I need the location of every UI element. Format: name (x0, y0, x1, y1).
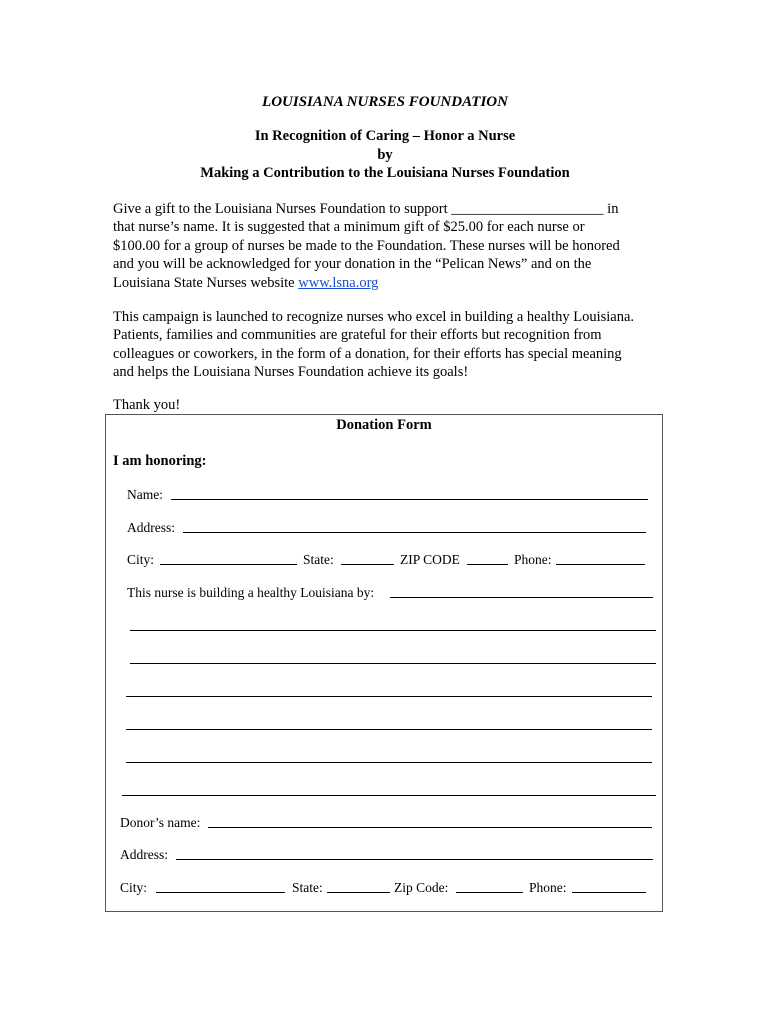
intro-line-last (113, 274, 673, 292)
nurse-building-field[interactable] (390, 597, 653, 598)
document-title: LOUISIANA NURSES FOUNDATION (262, 94, 508, 110)
donor-zip-label: Zip Code: (394, 880, 449, 895)
campaign-line: and helps the Louisiana Nurses Foundation achieve its goals! (113, 364, 469, 381)
campaign-paragraph (113, 308, 673, 382)
lsna-website-link[interactable]: www.lsna.org (298, 274, 379, 291)
nurse-building-line[interactable] (122, 795, 656, 796)
nurse-name-field[interactable] (171, 499, 648, 500)
nurse-phone-label: Phone: (514, 552, 552, 567)
nurse-building-line[interactable] (126, 696, 652, 697)
intro-line: that nurse’s name. It is suggested that a minimum gift of $25.00 for each nurse or (113, 219, 585, 236)
donor-zip-field[interactable] (456, 892, 523, 893)
nurse-building-line[interactable] (130, 630, 656, 631)
intro-paragraph (113, 200, 673, 292)
donor-phone-field[interactable] (572, 892, 646, 893)
nurse-address-label: Address: (127, 520, 175, 535)
intro-line-text: Louisiana State Nurses website (113, 274, 299, 291)
nurse-building-line[interactable] (126, 762, 652, 763)
donor-name-field[interactable] (208, 827, 652, 828)
subtitle-line-2: by (377, 147, 393, 163)
intro-line: $100.00 for a group of nurses be made to the Foundation. These nurses will be honored (113, 237, 620, 254)
nurse-building-line[interactable] (130, 663, 656, 664)
nurse-city-label: City: (127, 552, 155, 567)
nurse-phone-field[interactable] (556, 564, 645, 565)
nurse-zip-field[interactable] (467, 564, 508, 565)
nurse-zip-label: ZIP CODE (400, 552, 460, 567)
nurse-state-label: State: (303, 552, 334, 567)
subtitle-line-3: Making a Contribution to the Louisiana Nurses Foundation (200, 165, 570, 181)
donor-city-label: City: (120, 880, 148, 895)
donor-state-label: State: (292, 880, 323, 895)
donor-name-label: Donor’s name: (120, 815, 201, 830)
thank-you-text: Thank you! (113, 397, 181, 413)
nurse-building-line[interactable] (126, 729, 652, 730)
subtitle-line-1: In Recognition of Caring – Honor a Nurse (254, 128, 516, 144)
donor-address-field[interactable] (176, 859, 653, 860)
intro-line: and you will be acknowledged for your donation in the “Pelican News” and on the (113, 256, 592, 273)
donor-phone-label: Phone: (529, 880, 567, 895)
campaign-line: Patients, families and communities are grateful for their efforts but recognition from (113, 327, 602, 344)
nurse-name-label: Name: (127, 487, 163, 502)
donation-form-title: Donation Form (336, 417, 432, 433)
donor-state-field[interactable] (327, 892, 390, 893)
donor-city-field[interactable] (156, 892, 285, 893)
nurse-address-field[interactable] (183, 532, 646, 533)
intro-line: Give a gift to the Louisiana Nurses Foundation to support _____________________ in (113, 201, 619, 217)
campaign-line: colleagues or coworkers, in the form of a donation, for their efforts has special meaning (113, 345, 622, 362)
nurse-city-field[interactable] (160, 564, 297, 565)
campaign-line: This campaign is launched to recognize nurses who excel in building a healthy Louisiana. (113, 309, 635, 325)
donor-address-label: Address: (120, 847, 168, 862)
honoring-heading: I am honoring: (113, 453, 207, 469)
nurse-building-label: This nurse is building a healthy Louisiana by: (127, 585, 375, 600)
nurse-state-field[interactable] (341, 564, 394, 565)
